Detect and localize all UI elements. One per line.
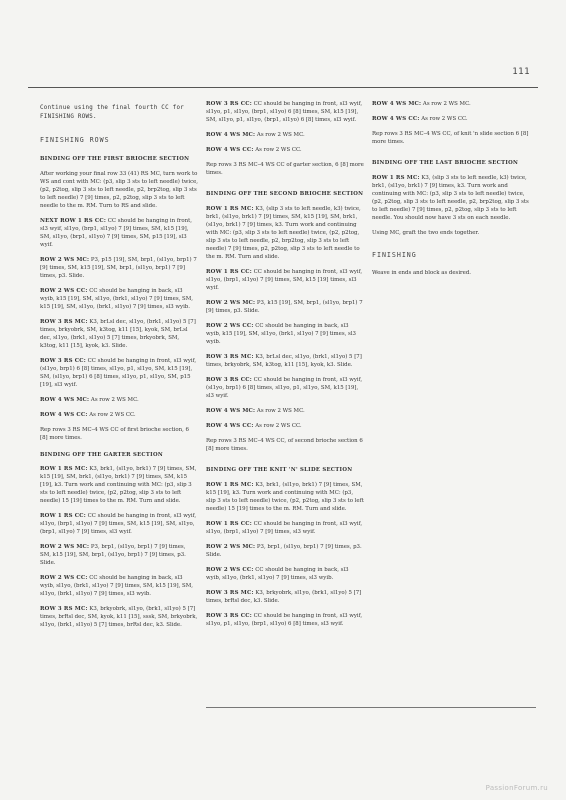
row-label: ROW 2 WS CC: — [206, 566, 254, 573]
paragraph: Weave in ends and block as desired. — [372, 269, 471, 276]
finishing-rows-title: FINISHING ROWS — [40, 135, 110, 144]
row-label: ROW 1 RS CC: — [206, 268, 252, 275]
row-label: ROW 4 WS CC: — [206, 422, 254, 429]
row-text: CC should be hanging in front, sl3 wyif, sl1yo, (brp1, sl1yo) 7 [9] times, SM, k15 [19] times, sl3 wyif. — [206, 268, 363, 291]
paragraph: Rep rows 3 RS MC–4 WS CC, of knit 'n slide section 6 [8] more times. — [372, 131, 529, 145]
row-instruction — [206, 422, 364, 430]
paragraph: After working your final row 33 (41) RS MC, turn work to WS and cont with MC: (p3, slip 3 sts to left needle) twice, (p2, p2tog, slip 3 sts to left needle, p2, brp2tog, slip 3 sts to left needle) 7 [9] times, p2, p2tog, slip 3 sts to left needle to the m. RM. Turn to RS and slide. — [40, 170, 198, 209]
row-label: ROW 1 RS CC: — [206, 520, 252, 527]
row-instruction — [40, 512, 198, 536]
row-instruction — [206, 566, 364, 582]
row-text: P3, k15 [19], SM, brp1, (sl1yo, brp1) 7 [9] times, p3. Slide. — [206, 299, 363, 314]
row-instruction — [40, 605, 198, 629]
row-label: ROW 3 RS MC: — [40, 318, 88, 325]
row-text: K3, brk1, (sl1yo, brk1) 7 [9] times, SM, k15 [19], k3. Turn work and continuing with MC: (p3, slip 3 sts to left needle) twice, (p2, p2tog, slip 3 sts to left needle) 15 [19] times to the m. RM. Turn and slide. — [206, 481, 364, 512]
row-label: ROW 4 WS MC: — [206, 132, 256, 138]
row-text: As row 2 WS MC. — [255, 132, 305, 138]
row-text: CC should be hanging in front, sl3 wyif, (sl1yo, brp1) 6 [8] times, sl1yo, p1, sl1yo, SM, k15 [19], SM, (sl1yo, brp1) 6 [8] times, sl1yo, p1, sl1yo, SM, p15 [19], sl3 wyif. — [40, 357, 197, 388]
row-text: P3, brp1, (sl1yo, brp1) 7 [9] times, SM, k15 [19], SM, brp1, (sl1yo, brp1) 7 [9] times, p3. Slide. — [40, 544, 186, 567]
row-instruction — [372, 100, 530, 108]
row-text: CC should be hanging in front, sl3 wyif, sl1yo, (brp1, sl1yo) 7 [9] times, sl3 wyif. — [206, 520, 363, 535]
row-text: K3, brLsl dec, sl1yo, (brk1, sl1yo) 5 [7] times, brkyobrk, SM, k3tog, k11 [15], kyok, k3. Slide. — [206, 353, 362, 368]
row-label: ROW 4 WS MC: — [372, 101, 422, 107]
row-instruction — [40, 396, 198, 404]
row-label: ROW 4 WS CC: — [206, 147, 254, 153]
row-label: ROW 1 RS CC: — [40, 513, 86, 520]
heading-knit-slide: BINDING OFF THE KNIT 'N' SLIDE SECTION — [206, 466, 353, 473]
row-instruction — [372, 115, 530, 123]
row-label: ROW 1 RS MC: — [40, 466, 88, 473]
paragraph: Rep rows 3 RS MC–4 WS CC of garter section, 6 [8] more times. — [206, 162, 364, 176]
heading-second-brioche: BINDING OFF THE SECOND BRIOCHE SECTION — [206, 191, 364, 197]
row-label: ROW 1 RS MC: — [206, 481, 254, 488]
row-label: ROW 3 RS CC: — [40, 357, 86, 364]
row-text: As row 2 WS MC. — [421, 101, 471, 107]
row-instruction — [206, 612, 364, 628]
row-label: ROW 1 RS MC: — [206, 205, 254, 212]
row-label: ROW 2 WS MC: — [40, 544, 90, 551]
row-instruction — [206, 376, 364, 400]
row-instruction — [206, 520, 364, 536]
row-text: CC should be hanging in back, sl3 wyib, k15 [19], SM, sl1yo, (brk1, sl1yo) 7 [9] times, SM, k15 [19], SM, sl1yo, (brk1, sl1yo) 7 [9] times, sl3 wyib. — [40, 287, 193, 310]
row-text: CC should be hanging in front, sl3 wyif, sl1yo, (brp1, sl1yo) 7 [9] times, SM, k15 [19], SM, sl1yo, (brp1, sl1yo) 7 [9] times, sl3 wyif. — [40, 513, 197, 536]
row-label: ROW 2 WS MC: — [40, 256, 90, 263]
row-label: ROW 2 WS CC: — [40, 287, 88, 294]
row-label: NEXT ROW 1 RS CC: — [40, 217, 107, 224]
row-text: As row 2 WS MC. — [89, 396, 139, 403]
row-instruction — [372, 174, 530, 222]
row-instruction — [40, 318, 198, 350]
row-text: CC should be hanging in back, sl3 wyib, sl1yo, (brk1, sl1yo) 7 [9] times, sl3 wyib. — [206, 566, 349, 581]
row-instruction — [40, 357, 198, 389]
row-text: CC should be hanging in front, sl3 wyif, sl1yo, p1, sl1yo, (brp1, sl1yo) 6 [8] times, sl3 wyif. — [206, 612, 363, 627]
row-label: ROW 4 WS CC: — [40, 411, 88, 418]
row-label: ROW 4 WS MC: — [40, 396, 90, 403]
paragraph: Rep rows 3 RS MC–4 WS CC, of second brioche section 6 [8] more times. — [206, 437, 363, 452]
paragraph: Rep rows 3 RS MC–4 WS CC of first brioche section, 6 [8] more times. — [40, 426, 189, 441]
row-instruction — [206, 131, 364, 139]
row-text: CC should be hanging in front, sl3 wyif, (sl1yo, brp1) 6 [8] times, sl1yo, p1, sl1yo, SM, k15 [19], sl3 wyif. — [206, 376, 363, 399]
row-label: ROW 2 WS CC: — [206, 322, 254, 329]
row-label: ROW 3 RS MC: — [206, 589, 254, 596]
row-instruction — [206, 589, 364, 605]
finishing-title: FINISHING — [372, 250, 417, 259]
row-instruction — [40, 256, 198, 280]
row-text: CC should be hanging in front, sl3 wyif, sl1yo, p1, sl1yo, (brp1, sl1yo) 6 [8] times, SM, k15 [19], SM, sl1yo, p1, sl1yo, (brp1, sl1yo) 6 [8] times, sl3 wyif. — [206, 101, 363, 123]
heading-garter: BINDING OFF THE GARTER SECTION — [40, 451, 164, 458]
row-text: K3, brkyobrk, sl1yo, (brk1, sl1yo) 5 [7] times, brRsl dec, k3. Slide. — [206, 589, 362, 604]
row-instruction — [206, 407, 364, 415]
row-instruction — [206, 268, 364, 292]
page-number: 111 — [512, 67, 530, 77]
row-instruction — [206, 299, 364, 315]
row-label: ROW 3 RS CC: — [206, 101, 252, 107]
row-label: ROW 4 WS MC: — [206, 407, 256, 414]
row-label: ROW 3 RS CC: — [206, 376, 252, 383]
row-text: P3, p15 [19], SM, brp1, (sl1yo, brp1) 7 [9] times, SM, k15 [19], SM, brp1, (sl1yo, brp1) 7 [9] times, p3. Slide. — [40, 256, 197, 279]
row-label: ROW 1 RS MC: — [372, 174, 420, 181]
row-label: ROW 3 RS MC: — [40, 606, 88, 613]
row-text: As row 2 WS CC. — [253, 422, 302, 429]
row-instruction — [40, 465, 198, 505]
row-text: CC should be hanging in front, sl3 wyif, sl1yo, (brp1, sl1yo) 7 [9] times, SM, k15 [19], SM, sl1yo, (brp1, sl1yo) 7 [9] times, SM, p15 [19], sl3 wyif. — [40, 217, 192, 248]
row-instruction — [40, 217, 198, 249]
row-instruction — [206, 146, 364, 154]
row-text: K3, brLsl dec, sl1yo, (brk1, sl1yo) 5 [7] times, brkyobrk, SM, k3tog, k11 [15], kyok, SM, brLsl dec, sl1yo, (brk1, sl1yo) 5 [7] times, brkyobrk, SM, k3tog, k11 [15], kyok, k3. Slide. — [40, 318, 196, 349]
row-text: CC should be hanging in back, sl3 wyib, k15 [19], SM, sl1yo, (brk1, sl1yo) 7 [9] times, sl3 wyib. — [206, 322, 356, 345]
row-text: K3, (slip 3 sts to left needle, k3) twice, brk1, (sl1yo, brk1) 7 [9] times, k3. Turn work and continuing with MC: (p3, slip 3 sts to left needle) twice, (p2, p2tog, slip 3 sts to left needle, p2, brp2tog, slip 3 sts to left needle) 7 [9] times, p2, p2tog, slip 3 sts to left needle. You should now have 3 sts on each needle. — [372, 174, 529, 221]
row-text: K3, brk1, (sl1yo, brk1) 7 [9] times, SM, k15 [19], SM, brk1, (sl1yo, brk1) 7 [9] times, SM, k15 [19], k3. Turn work and continuing with MC: (p3, slip 3 sts to left needle) twice, (p2, p2tog, slip 3 sts to left needle) 15 [19] times to the m. RM. Turn and slide. — [40, 466, 197, 505]
row-text: As row 2 WS CC. — [419, 116, 468, 122]
row-instruction — [206, 543, 364, 559]
row-label: ROW 2 WS MC: — [206, 299, 256, 306]
column-middle — [206, 100, 364, 635]
row-label: ROW 3 RS CC: — [206, 612, 252, 619]
row-text: As row 2 WS MC. — [255, 407, 305, 414]
row-instruction — [206, 322, 364, 346]
bottom-rule — [206, 707, 536, 708]
row-text: P3, brp1, (sl1yo, brp1) 7 [9] times, p3. Slide. — [206, 543, 362, 558]
row-instruction — [206, 353, 364, 369]
row-label: ROW 2 WS CC: — [40, 575, 88, 582]
paragraph: Using MC, graft the two ends together. — [372, 229, 480, 236]
row-text: As row 2 WS CC. — [253, 147, 302, 153]
row-text: K3, brkyobrk, sl1yo, (brk1, sl1yo) 5 [7] times, brRsl dec, SM, kyok, k11 [15], sssk, SM, brkyobrk, sl1yo, (brk1, sl1yo) 5 [7] times, brRsl dec, k3. Slide. — [40, 606, 198, 629]
row-instruction — [40, 574, 198, 598]
heading-last-brioche: BINDING OFF THE LAST BRIOCHE SECTION — [372, 160, 519, 166]
top-rule — [28, 87, 538, 88]
row-instruction — [40, 287, 198, 311]
intro-text: Continue using the final fourth CC for FINISHING ROWS. — [40, 105, 185, 120]
watermark: PassionForum.ru — [485, 784, 548, 792]
column-right — [372, 100, 530, 284]
row-instruction — [206, 100, 364, 124]
column-left — [40, 100, 198, 636]
heading-first-brioche: BINDING OFF THE FIRST BRIOCHE SECTION — [40, 155, 190, 162]
row-label: ROW 3 RS MC: — [206, 353, 254, 360]
row-instruction — [40, 543, 198, 567]
row-instruction — [40, 411, 198, 419]
row-text: As row 2 WS CC. — [87, 411, 136, 418]
row-instruction — [206, 205, 364, 261]
row-label: ROW 2 WS MC: — [206, 543, 256, 550]
row-label: ROW 4 WS CC: — [372, 116, 420, 122]
row-text: K3, (slip 3 sts to left needle, k3) twice, brk1, (sl1yo, brk1) 7 [9] times, SM, k15 [19], SM, brk1, (sl1yo, brk1) 7 [9] times, k3. Turn work and continuing with MC: (p3, slip 3 sts to left needle) twice, (p2, p2tog, slip 3 sts to left needle, p2, brp2tog, slip 3 sts to left needle) 7 [9] times, p2, p2tog, slip 3 sts to left needle to the m. RM. Turn and slide. — [206, 205, 361, 260]
row-instruction — [206, 481, 364, 513]
row-text: CC should be hanging in back, sl3 wyib, sl1yo, (brk1, sl1yo) 7 [9] times, SM, k15 [19], SM, sl1yo, (brk1, sl1yo) 7 [9] times, sl3 wyib. — [40, 575, 193, 598]
